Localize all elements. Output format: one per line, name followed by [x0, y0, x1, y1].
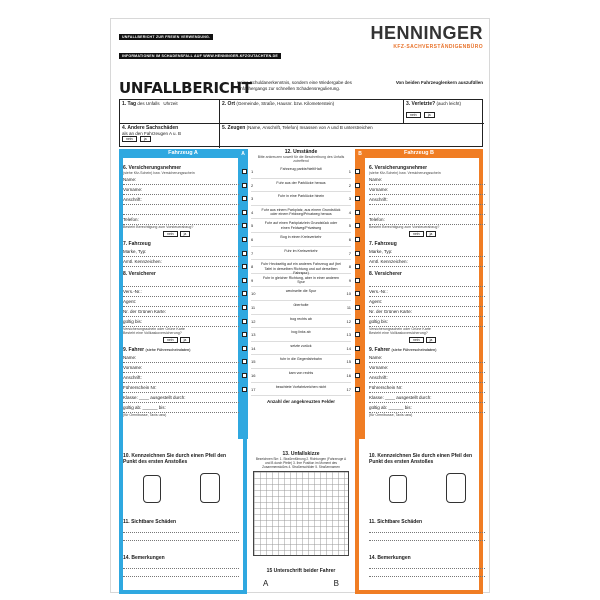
- b-bus-note: (für Omnibusse, Taxis usw): [369, 413, 413, 417]
- b-damage-title: 11. Sichtbare Schäden: [369, 519, 423, 525]
- circumstance-number-b: 17: [346, 386, 351, 392]
- circumstance-a-checkbox[interactable]: [242, 278, 247, 283]
- vehicle-b-header: Fahrzeug B: [355, 149, 483, 158]
- b-driver-firstname-field[interactable]: Vorname:: [369, 363, 485, 373]
- a-remarks-title: 14. Bemerkungen: [123, 555, 165, 561]
- strip-b-letter: B: [358, 151, 362, 157]
- a-valid-note: Versicherungsschein oder Grüne Karte: [123, 327, 185, 331]
- a-vat-no-checkbox[interactable]: nein: [163, 231, 178, 237]
- a-make-field[interactable]: Marke, Typ:: [123, 247, 239, 257]
- vehicle-a-bottom: [123, 449, 239, 577]
- b-license-valid-field[interactable]: gültig ab: ______ bis:: [369, 403, 485, 413]
- circumstances: [251, 149, 351, 404]
- b-valid-until-field[interactable]: [369, 317, 485, 327]
- circumstance-row: [251, 274, 351, 288]
- a-green-card-field[interactable]: Nr. der Grünen Karte:: [123, 307, 239, 317]
- a-insurer-field[interactable]: [123, 277, 239, 287]
- vehicle-a-column: [123, 161, 239, 417]
- circumstance-text: überholte: [293, 302, 309, 307]
- b-make-field[interactable]: Marke, Typ:: [369, 247, 485, 257]
- company-logo: [370, 23, 483, 50]
- a-license-class-field[interactable]: Klasse: ____ ausgestellt durch:: [123, 393, 239, 403]
- title-row: [119, 79, 483, 97]
- a-driver-address-field[interactable]: Anschrift:: [123, 373, 239, 383]
- circumstance-number-a: 4: [251, 209, 254, 215]
- circumstance-number-a: 12: [251, 318, 256, 324]
- circumstance-number-a: 16: [251, 372, 256, 378]
- circumstance-b-checkbox[interactable]: [355, 278, 360, 283]
- circumstance-row: [251, 287, 351, 301]
- b-class-label: Klasse:: [369, 395, 384, 400]
- banner: [119, 25, 281, 63]
- circumstance-number-b: 10: [346, 291, 351, 297]
- a-comprehensive-no-checkbox[interactable]: nein: [163, 337, 178, 343]
- field-other-damage-sub: als an den Fahrzeugen A u. B: [122, 131, 182, 136]
- truck-silhouette-icon[interactable]: [200, 473, 220, 503]
- a-comprehensive-question: Besteht eine Vollkaskoversicherung?: [123, 331, 182, 335]
- circumstance-number-a: 14: [251, 345, 256, 351]
- accident-sketch: [253, 451, 349, 561]
- other-damage-yes-checkbox[interactable]: ja: [140, 136, 151, 142]
- circumstance-number-a: 2: [251, 182, 254, 188]
- b-plate-field[interactable]: Amtl. Kennzeichen:: [369, 257, 485, 267]
- a-plate-field[interactable]: Amtl. Kennzeichen:: [123, 257, 239, 267]
- b-phone-field[interactable]: Telefon:: [369, 215, 485, 225]
- field-other-damage-label: 4. Andere Sachschäden: [122, 125, 179, 131]
- signature-title: 15 Unterschrift beider Fahrer: [266, 568, 336, 574]
- a-valid-until-field[interactable]: [123, 317, 239, 327]
- a-license-valid-field[interactable]: gültig ab: ______ bis:: [123, 403, 239, 413]
- field-date[interactable]: [120, 100, 220, 124]
- circumstance-row: [251, 179, 351, 193]
- a-insurer-title: 8. Versicherer: [123, 271, 156, 277]
- a-damage-field-2[interactable]: [123, 533, 239, 541]
- circumstance-text: beachtete Vorfahrtzeichen nicht: [275, 384, 327, 389]
- circumstance-a-checkbox[interactable]: [242, 373, 247, 378]
- b-address-field-2[interactable]: [369, 205, 485, 215]
- field-injured-label: 3. Verletzte?: [406, 101, 436, 107]
- circumstance-text: Fahrzeug parkte/hielt/Halt: [280, 167, 322, 171]
- circumstance-b-checkbox[interactable]: [355, 196, 360, 201]
- field-injured-sub: (auch leicht): [436, 101, 461, 106]
- b-insurer-field[interactable]: [369, 277, 485, 287]
- circumstance-b-checkbox[interactable]: [355, 359, 360, 364]
- field-location-sub: (Gemeinde, Straße, Hausnr. bzw. Kilometerstein): [236, 101, 335, 106]
- b-vat-yes-checkbox[interactable]: ja: [426, 231, 437, 237]
- logo-subtitle: KFZ-SACHVERSTÄNDIGENBÜRO: [393, 44, 483, 50]
- b-name-field[interactable]: Name:: [369, 175, 485, 185]
- b-vat-no-checkbox[interactable]: nein: [409, 231, 424, 237]
- circumstance-b-checkbox[interactable]: [355, 305, 360, 310]
- circumstance-number-b: 5: [348, 223, 351, 229]
- b-driver-name-field[interactable]: Name:: [369, 353, 485, 363]
- circumstance-a-checkbox[interactable]: [242, 305, 247, 310]
- field-time-label: Uhrzeit: [163, 101, 178, 106]
- field-other-damage: [120, 124, 220, 148]
- circumstance-row: [251, 328, 351, 342]
- a-vat-yes-checkbox[interactable]: ja: [180, 231, 191, 237]
- circumstance-a-checkbox[interactable]: [242, 387, 247, 392]
- field-date-label: 1. Tag: [122, 101, 137, 107]
- circumstance-row: [251, 315, 351, 329]
- b-policy-no-field[interactable]: Vers.-Nr.:: [369, 287, 485, 297]
- b-driver-title-text: 9. Fahrer: [369, 347, 391, 353]
- circumstance-row: [251, 165, 351, 179]
- a-valid-to-label: bis:: [158, 405, 166, 410]
- vehicle-b-bottom: [369, 449, 485, 577]
- circumstance-a-checkbox[interactable]: [242, 359, 247, 364]
- a-remarks-field-2[interactable]: [123, 569, 239, 577]
- a-name-field[interactable]: Name:: [123, 175, 239, 185]
- field-witnesses-sub: (Name, Anschrift, Telefon) Insassen von A und B unterstreichen: [246, 125, 373, 130]
- circumstance-number-a: 3: [251, 196, 254, 202]
- a-driver-name-field[interactable]: Name:: [123, 353, 239, 363]
- b-remarks-title: 14. Bemerkungen: [369, 555, 411, 561]
- a-driver-firstname-field[interactable]: Vorname:: [123, 363, 239, 373]
- circumstance-number-b: 2: [348, 182, 351, 188]
- a-license-no-field[interactable]: Führerschein Nr:: [123, 383, 239, 393]
- signature-b-label: B: [333, 579, 339, 588]
- circumstance-text: Fuhr in gleicher Richtung, aber in einer anderen Spur: [262, 275, 340, 285]
- accident-report-form: [110, 18, 490, 593]
- circumstance-b-checkbox[interactable]: [355, 183, 360, 188]
- circumstance-text: Fuhr auf einen Parkplatz/ein Grundstück oder einen Feldweg/Privatweg: [264, 221, 338, 230]
- circumstance-number-b: 14: [346, 345, 351, 351]
- a-agent-field[interactable]: Agent:: [123, 297, 239, 307]
- a-issued-label: ausgestellt durch:: [150, 395, 186, 400]
- circumstance-row: [251, 206, 351, 220]
- circumstance-a-checkbox[interactable]: [242, 291, 247, 296]
- circumstance-a-checkbox[interactable]: [242, 223, 247, 228]
- injured-yes-checkbox[interactable]: ja: [424, 112, 435, 118]
- circumstance-text: kam von rechts: [288, 370, 314, 375]
- b-driver-address-field[interactable]: Anschrift:: [369, 373, 485, 383]
- b-comprehensive-question: Besteht eine Vollkaskoversicherung?: [369, 331, 428, 335]
- circumstance-text: fuhr in die Gegenfahrbahn: [280, 357, 322, 362]
- circumstances-list: [251, 165, 351, 396]
- b-policyholder-note: (siehe Kfz-Schein) bzw. Versicherungsschein: [369, 171, 441, 175]
- circumstance-text: Fuhr aus der Parklücke heraus: [276, 180, 326, 185]
- b-agent-field[interactable]: Agent:: [369, 297, 485, 307]
- car-silhouette-icon[interactable]: [143, 475, 161, 503]
- a-firstname-field[interactable]: Vorname:: [123, 185, 239, 195]
- b-vat-question: Besteht Berechtigung zum Vorsteuerabzug?: [369, 225, 440, 229]
- circumstance-number-a: 11: [251, 304, 256, 310]
- circumstance-number-a: 1: [251, 169, 254, 174]
- field-location-label: 2. Ort: [222, 101, 236, 107]
- circumstance-a-checkbox[interactable]: [242, 210, 247, 215]
- logo-brand: HENNINGER: [370, 23, 483, 43]
- other-damage-no-checkbox[interactable]: nein: [122, 136, 137, 142]
- b-silhouettes: [369, 469, 485, 503]
- a-policy-no-field[interactable]: Vers.-Nr.:: [123, 287, 239, 297]
- circumstance-number-a: 9: [251, 277, 254, 283]
- field-injured: [404, 100, 484, 124]
- a-class-label: Klasse:: [123, 395, 138, 400]
- circumstance-number-a: 7: [251, 250, 254, 256]
- circumstance-row: [251, 369, 351, 383]
- circumstance-number-b: 12: [346, 318, 351, 324]
- circumstances-count-label: Anzahl der angekreuzten Felder: [266, 399, 336, 405]
- circumstance-b-checkbox[interactable]: [355, 251, 360, 256]
- field-witnesses-label: 5. Zeugen: [222, 125, 246, 131]
- circumstance-a-checkbox[interactable]: [242, 264, 247, 269]
- a-driver-note: (siehe Führerscheindaten): [145, 348, 191, 352]
- a-comprehensive-yes-checkbox[interactable]: ja: [180, 337, 191, 343]
- truck-silhouette-icon[interactable]: [446, 473, 466, 503]
- strip-a-letter: A: [241, 151, 245, 157]
- b-valid-to-label: bis:: [404, 405, 412, 410]
- b-insurer-title: 8. Versicherer: [369, 271, 402, 277]
- signature-area: [253, 564, 349, 588]
- circumstance-row: [251, 383, 351, 397]
- circumstance-number-b: 6: [348, 236, 351, 242]
- b-valid-until-label: gültig bis:: [369, 319, 389, 324]
- a-policyholder-title: 6. Versicherungsnehmer: [123, 165, 182, 171]
- circumstance-b-checkbox[interactable]: [355, 264, 360, 269]
- injured-no-checkbox[interactable]: nein: [406, 112, 421, 118]
- circumstance-b-checkbox[interactable]: [355, 291, 360, 296]
- circumstance-row: [251, 301, 351, 315]
- b-valid-note: Versicherungsschein oder Grüne Karte: [369, 327, 431, 331]
- circumstance-number-a: 17: [251, 386, 256, 392]
- circumstance-b-checkbox[interactable]: [355, 319, 360, 324]
- b-damage-field[interactable]: [369, 525, 485, 533]
- circumstance-row: [251, 260, 351, 274]
- circumstance-number-b: 13: [346, 332, 351, 338]
- banner-line-2: INFORMATIONEN IM SCHADENSFALL AUF WWW.HENNINGER-KFZGUTACHTEN.DE: [119, 53, 281, 59]
- circumstance-number-a: 13: [251, 332, 256, 338]
- b-driver-note: (siehe Führerscheindaten): [391, 348, 437, 352]
- circumstance-number-a: 8: [251, 264, 254, 270]
- b-valid-from-label: gültig ab:: [369, 405, 388, 410]
- a-policyholder-note: (siehe Kfz-Schein) bzw. Versicherungsschein: [123, 171, 195, 175]
- vehicle-a-header: Fahrzeug A: [119, 149, 247, 158]
- circumstance-number-b: 7: [348, 250, 351, 256]
- circumstance-row: [251, 342, 351, 356]
- b-license-no-field[interactable]: Führerschein Nr:: [369, 383, 485, 393]
- a-damage-title: 11. Sichtbare Schäden: [123, 519, 177, 525]
- circumstance-number-b: 15: [346, 359, 351, 365]
- b-remarks-field[interactable]: [369, 561, 485, 569]
- b-damage-field-2[interactable]: [369, 533, 485, 541]
- sketch-grid[interactable]: [253, 471, 349, 556]
- a-vehicle-title: 7. Fahrzeug: [123, 241, 151, 247]
- b-comprehensive-yes-checkbox[interactable]: ja: [426, 337, 437, 343]
- circumstance-a-checkbox[interactable]: [242, 196, 247, 201]
- b-remarks-field-2[interactable]: [369, 569, 485, 577]
- a-vat-question: Besteht Berechtigung zum Vorsteuerabzug?: [123, 225, 194, 229]
- b-vehicle-title: 7. Fahrzeug: [369, 241, 397, 247]
- banner-line-1: UNFALLBERICHT ZUR FREIEN VERWENDUNG.: [119, 34, 213, 40]
- circumstance-number-a: 6: [251, 236, 254, 242]
- circumstance-number-a: 15: [251, 359, 256, 365]
- b-policyholder-title: 6. Versicherungsnehmer: [369, 165, 428, 171]
- circumstance-b-checkbox[interactable]: [355, 169, 360, 174]
- circumstance-text: Fuhr in eine Parklücke hinein: [277, 194, 325, 199]
- circumstance-text: Fuhr im Kreisverkehr: [284, 248, 318, 253]
- circumstance-row: [251, 247, 351, 261]
- a-damage-field[interactable]: [123, 525, 239, 533]
- circumstance-number-b: 4: [348, 209, 351, 215]
- field-date-sub: des Unfalls: [137, 101, 160, 106]
- b-issued-label: ausgestellt durch:: [396, 395, 432, 400]
- title-note-2: Von beiden Fahrzeuglenkern auszufüllen: [395, 80, 483, 85]
- circumstance-text: Bog in einen Kreisverkehr: [280, 234, 322, 239]
- circumstance-number-b: 3: [348, 196, 351, 202]
- circumstance-text: wechselte die Spur: [285, 289, 317, 294]
- b-firstname-field[interactable]: Vorname:: [369, 185, 485, 195]
- b-comprehensive-no-checkbox[interactable]: nein: [409, 337, 424, 343]
- a-address-field-2[interactable]: [123, 205, 239, 215]
- a-remarks-field[interactable]: [123, 561, 239, 569]
- circumstance-a-checkbox[interactable]: [242, 237, 247, 242]
- circumstance-number-b: 11: [346, 304, 351, 310]
- circumstance-a-checkbox[interactable]: [242, 319, 247, 324]
- title-note: Keine Schuldanerkenntnis, sondern eine Wiedergabe des Unfallhergangs zur schnellen Schadensregulierung.: [237, 80, 352, 91]
- a-bus-note: (für Omnibusse, Taxis usw): [123, 413, 167, 417]
- circumstance-text: Fuhr Heckseitig auf ein anderes Fahrzeug auf (bei Tafel in derselben Richtung und auf derselben Fahrspur): [261, 262, 341, 276]
- circumstance-number-b: 8: [348, 264, 351, 270]
- circumstance-number-a: 5: [251, 223, 254, 229]
- circumstance-b-checkbox[interactable]: [355, 332, 360, 337]
- a-address-field[interactable]: Anschrift:: [123, 195, 239, 205]
- circumstance-a-checkbox[interactable]: [242, 169, 247, 174]
- circumstance-number-a: 10: [251, 291, 256, 297]
- sketch-title: 13. Unfallskizze: [282, 451, 320, 457]
- circumstance-b-checkbox[interactable]: [355, 210, 360, 215]
- a-valid-from-label: gültig ab:: [123, 405, 142, 410]
- circumstance-b-checkbox[interactable]: [355, 223, 360, 228]
- circumstance-text: bog links ab: [291, 330, 311, 335]
- field-witnesses[interactable]: [220, 124, 484, 148]
- circumstance-row: [251, 355, 351, 369]
- signature-a-label: A: [263, 579, 269, 588]
- circumstance-row: [251, 192, 351, 206]
- circumstance-row: [251, 233, 351, 247]
- field-location[interactable]: [220, 100, 404, 124]
- b-green-card-field[interactable]: Nr. der Grünen Karte:: [369, 307, 485, 317]
- a-valid-until-label: gültig bis:: [123, 319, 143, 324]
- circumstance-a-checkbox[interactable]: [242, 183, 247, 188]
- circumstance-row: [251, 219, 351, 233]
- a-phone-field[interactable]: Telefon:: [123, 215, 239, 225]
- circumstance-b-checkbox[interactable]: [355, 237, 360, 242]
- vehicle-b-column: [369, 161, 485, 417]
- circumstance-a-checkbox[interactable]: [242, 332, 247, 337]
- circumstance-number-b: 9: [348, 277, 351, 283]
- header-fields: [119, 99, 483, 147]
- a-driver-title-text: 9. Fahrer: [123, 347, 145, 353]
- a-silhouettes: [123, 469, 239, 503]
- a-impact-title: 10. Kennzeichnen Sie durch einen Pfeil den Punkt des ersten Anstoßes: [123, 453, 227, 465]
- circumstance-b-checkbox[interactable]: [355, 373, 360, 378]
- circumstance-text: setzte zurück: [290, 343, 312, 348]
- circumstances-title: 12. Umstände: [284, 149, 318, 155]
- circumstances-note: Bitte ankreuzen soweit für die Beschreibung des Unfalls zutreffend: [257, 155, 345, 163]
- b-impact-title: 10. Kennzeichnen Sie durch einen Pfeil den Punkt des ersten Anstoßes: [369, 453, 473, 465]
- b-address-field[interactable]: Anschrift:: [369, 195, 485, 205]
- b-license-class-field[interactable]: Klasse: ____ ausgestellt durch:: [369, 393, 485, 403]
- circumstance-text: bog rechts ab: [290, 316, 312, 321]
- page-title: UNFALLBERICHT: [119, 79, 252, 97]
- car-silhouette-icon[interactable]: [389, 475, 407, 503]
- circumstance-b-checkbox[interactable]: [355, 346, 360, 351]
- sketch-note: Bezeichnen Sie: 1. Straßenführung 2. Richtungen (Fahrzeuge A und B durch Pfeile) 3. Ihre Position im Moment des Zusammenstoßes 4. Straßenschilder 5. Straßennamen: [255, 457, 347, 469]
- circumstance-a-checkbox[interactable]: [242, 346, 247, 351]
- circumstance-b-checkbox[interactable]: [355, 387, 360, 392]
- circumstance-a-checkbox[interactable]: [242, 251, 247, 256]
- circumstance-text: Fuhr aus einem Parkplatz, aus einem Grundstück oder einem Feldweg/Privatweg heraus: [261, 207, 341, 217]
- circumstance-number-b: 1: [348, 169, 351, 174]
- circumstance-number-b: 16: [346, 372, 351, 378]
